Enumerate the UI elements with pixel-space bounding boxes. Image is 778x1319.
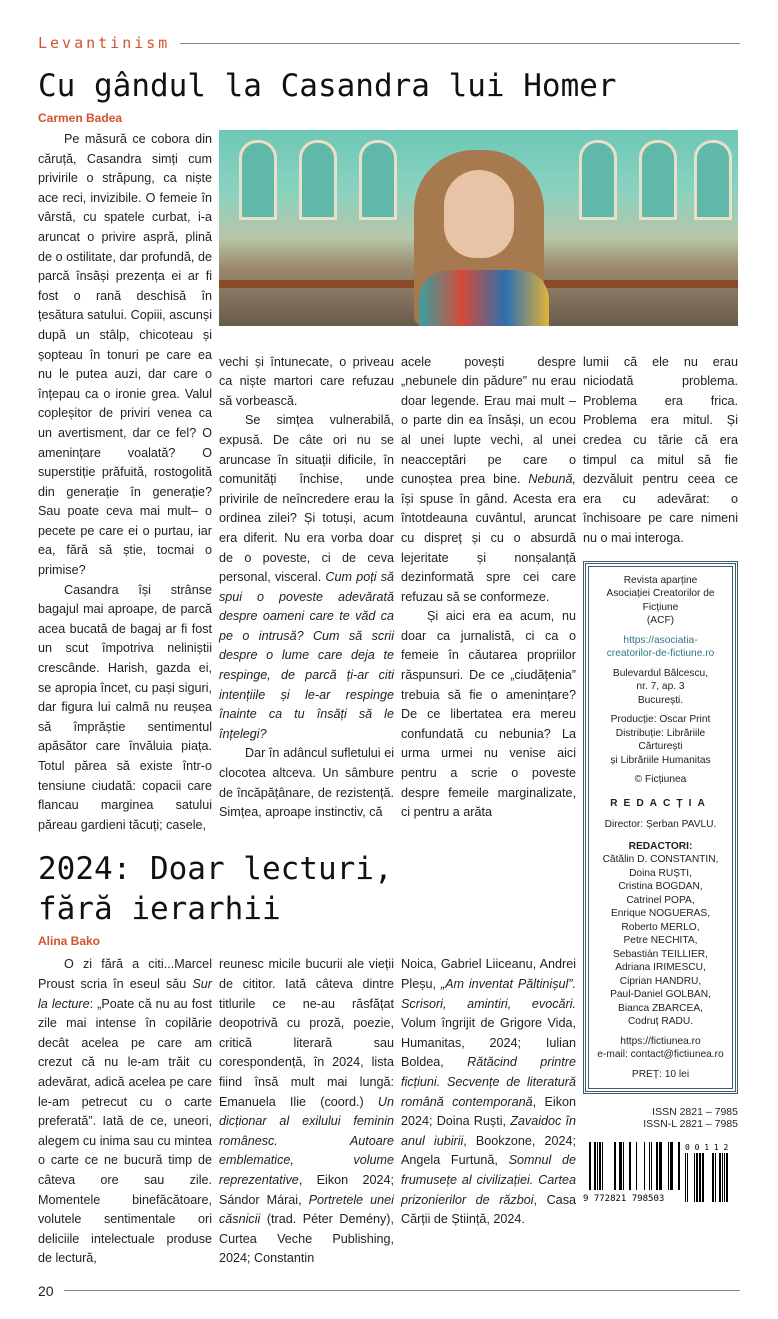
italic-text: Somnul de frumusețe al civilizației. Cartea prizonierilor de război: [401, 1153, 576, 1207]
price: PREȚ: 10 lei: [631, 1068, 690, 1080]
article1-column-2: [219, 353, 394, 823]
text: Pe măsură ce cobora din căruță, Casandra simți cum privirile o străpung, ca niște ace reci, invizibile. O femeie în vârstă, cu spatele curbat, i-a aruncat o privire aspră, plină de o ostilitate, dar profundă, de parcă însăși prezența ei ar fi fost o rană deschisă în țesătura satului. Copiii, ascunși după un stâlp, chicoteau și șopteau în tonuri pe care ea nu le putea auzi, dar care o înțepau ca o ironie grea. Valul copleșitor de priviri venea ca un avertisment, dar ce fel? O amenințare voalată? O superstiție prăfuită, rostogolită din generație în generație? Sau poate ceva mai mult– o pecete pe care ei o purtau, iar ea, fără să știe, tocmai o primise?: [38, 132, 212, 578]
line: Distribuție: Librăriile Cărturești: [615, 727, 706, 752]
editors-list: [594, 853, 727, 1029]
paragraph: [219, 411, 394, 744]
barcode-bar: [670, 1142, 673, 1190]
text: Noica, Gabriel Liiceanu, Andrei Pleșu,: [401, 957, 576, 991]
italic-text: „Am inventat Păltinișul”. Scrisori, amintiri, evocări.: [401, 976, 576, 1011]
line: creatorilor-de-fictiune.ro: [606, 648, 715, 659]
italic-text: Zavaidoc în anul iubirii: [401, 1114, 577, 1148]
paragraph: [401, 955, 576, 1229]
italic-text: Portretele unei căsnicii: [219, 1192, 394, 1227]
line: nr. 7, ap. 3: [636, 681, 685, 692]
article2-title-line2: fără ierarhii: [38, 891, 281, 928]
barcode-bar: [699, 1153, 701, 1202]
italic-text: Un dicționar al exilului feminin românesc. Autoare emblematice, volume reprezentative: [219, 1094, 394, 1187]
page-number: 20: [38, 1282, 54, 1299]
text: vechi și întunecate, o priveau ca niște martori care refuzau să vorbească.: [219, 354, 394, 408]
article2-columns: [38, 955, 576, 1269]
barcode-bar: [687, 1153, 688, 1202]
issn-block: [583, 1106, 738, 1130]
barcode-bar: [712, 1153, 714, 1202]
association-link[interactable]: [594, 634, 727, 661]
barcode-bar: [651, 1142, 652, 1190]
line: Asociației Creatorilor de Ficțiune: [606, 588, 715, 613]
paragraph: [583, 353, 738, 549]
barcode-bar: [702, 1153, 704, 1202]
barcode-bar: [649, 1142, 650, 1190]
director: Director: Șerban PAVLU.: [604, 819, 717, 830]
article1-column-3: [401, 353, 576, 823]
sidebar-column: [583, 353, 738, 1202]
text: Și aici era ea acum, nu doar ca jurnalistă, ci ca o femeie în căutarea propriilor răspunsuri. De ce „ciudățenia” trebuia să fie o amenințare? De ce libertatea era mereu confundată cu nebunia? La urma urmei nu venise aici pentru a scrie o poveste despre femeile marginalizate, ci pentru a arăta: [401, 609, 576, 820]
text: Casandra își strânse bagajul mai aproape, de parcă acea bucată de bagaj ar fi fost un scut împotriva neliniștii crescânde. Harish, gazda ei, se apropia încet, cu pași siguri, dar figura lui calmă nu reușea să împrăștie sentimentul apăsător care învăluia piața. Totul părea să existe într-o tensiune ciudată: copacii care flancau marginea satului păreau gardieni tăcuți; casele,: [38, 582, 212, 832]
barcode-number: 9 772821 798503: [583, 1194, 665, 1202]
paragraph: [219, 744, 394, 822]
page-footer: [38, 1283, 740, 1299]
article-photo: [219, 130, 738, 326]
line: și Librăriile Humanitas: [610, 754, 711, 766]
barcode-bar: [629, 1142, 631, 1190]
barcode-bar: [636, 1142, 637, 1190]
text: își spuse în gând. Acesta era întotdeauna cuvântul, aruncat cu dispreț și cu o absurdă lejeritate și nonșalanță dezinformată spre cei care refuzau să se conformeze.: [401, 491, 576, 604]
address: [594, 667, 727, 708]
article2-column-1: [38, 955, 212, 1269]
barcode-bar: [719, 1153, 721, 1202]
text: : „Poate că nu au fost zile mai intense în copilărie decât acelea pe care am crezut că nu le-am trăit cu adevărat, adică acelea pe care le-am petrecut cu o carte preferată”. Iată de ce, uneori, alegem cu inima sau cu mintea o carte ce ne bucură timp de câteva ore sau zile. Momentele binefăcătoare, volutele sentimentale ori deliciile intelectuale produse de lectură,: [38, 996, 212, 1266]
line: Codruț RADU.: [627, 1016, 694, 1027]
barcode-bar: [694, 1153, 695, 1202]
barcode-bar: [678, 1142, 680, 1190]
text: , Eikon 2024; Sándor Márai,: [219, 1172, 394, 1207]
owner: [594, 574, 727, 628]
line: Bianca ZBARCEA,: [618, 1002, 703, 1014]
paragraph: [401, 607, 576, 823]
barcode-bar: [668, 1142, 669, 1190]
barcode-bar: [715, 1153, 716, 1202]
line: (ACF): [646, 615, 675, 626]
barcode-bar: [623, 1142, 624, 1190]
text: (trad. Péter Demény), Curtea Veche Publishing, 2024; Constantin: [219, 1212, 394, 1266]
text: O zi fără a citi...Marcel Proust scria în eseul său: [38, 957, 212, 991]
text: lumii că ele nu erau niciodată problema. Problema era frica. Problema era mitul. Și credea cu tărie că era timpul ca mitul să fie dezvăluit pentru ceea ce era cu adevărat: o închisoare pe care nimeni nu o mai interoga.: [583, 354, 738, 545]
barcode-bar: [594, 1142, 596, 1190]
line: Sebastián TEILLIER,: [613, 948, 708, 960]
line: Catrinel POPA,: [626, 894, 695, 906]
article-grid: [38, 130, 740, 1269]
text: , Eikon 2024; Doina Ruști,: [401, 1094, 576, 1129]
production: [594, 713, 727, 767]
article1-column-4: [583, 353, 738, 549]
text: Dar în adâncul sufletului ei clocotea altceva. Un sâmbure de încăpățânare, de rezistență. Simțea, aproape instinctiv, că: [219, 746, 394, 820]
barcode-bar: [614, 1142, 616, 1190]
issn: ISSN 2821 – 7985: [652, 1106, 738, 1118]
text: , Bookzone, 2024; Angela Furtună,: [401, 1133, 576, 1168]
issn-l: ISSN-L 2821 – 7985: [643, 1118, 738, 1130]
paragraph: [219, 353, 394, 412]
article2-author: Alina Bako: [38, 934, 101, 949]
editors-heading: REDACTORI:: [628, 840, 693, 852]
italic-text: Nebună,: [528, 472, 576, 487]
line: Petre NECHITA,: [623, 935, 698, 946]
paragraph: [38, 581, 212, 836]
line: Doina RUȘTI,: [629, 867, 692, 879]
line: București.: [637, 694, 684, 706]
italic-text: Rătăcind printre ficțiuni. Secvențe de literatură română contemporană: [401, 1055, 576, 1109]
paragraph: [38, 130, 212, 581]
line: https://asociatia-: [623, 634, 698, 646]
barcode-bar: [619, 1142, 622, 1190]
article2-title-line1: 2024: Doar lecturi,: [38, 851, 393, 888]
barcode: [583, 1142, 731, 1202]
barcode-bar: [659, 1142, 662, 1190]
article2-column-2: [219, 955, 394, 1269]
paragraph: [219, 955, 394, 1269]
italic-text: Sur la lecture: [38, 976, 212, 1011]
article2-column-3: [401, 955, 576, 1229]
barcode-bar: [685, 1153, 686, 1202]
barcode-bar: [589, 1142, 591, 1190]
barcode-bar: [597, 1142, 598, 1190]
redactia-heading: REDACȚIA: [610, 797, 711, 809]
line: Roberto MERLO,: [621, 921, 700, 933]
barcode-bar: [724, 1153, 725, 1202]
barcode-bar: [722, 1153, 723, 1202]
line: Producție: Oscar Print: [610, 714, 711, 725]
article1-column-1: [38, 130, 212, 835]
barcode-bar: [602, 1142, 603, 1190]
line: Paul-Daniel GOLBAN,: [610, 989, 711, 1000]
email-link[interactable]: e-mail: contact@fictiunea.ro: [597, 1049, 724, 1060]
article2: [38, 849, 576, 1269]
barcode-bar: [696, 1153, 698, 1202]
section-header: [38, 34, 740, 52]
text: Volum îngrijit de Grigore Vida, Humanitas, 2024; Iulian Boldea,: [401, 1016, 576, 1070]
line: Adriana IRIMESCU,: [615, 962, 706, 973]
text: Se simțea vulnerabilă, expusă. De câte ori nu se aruncase în situații dificile, în comunități închise, unde privirile de neîncredere erau la ordinea zilei? Și totuși, acum era diferit. Nu era vorba doar de o poveste, ci de ceva personal, visceral.: [219, 413, 394, 585]
site-link[interactable]: https://fictiunea.ro: [620, 1035, 701, 1047]
barcode-bar: [656, 1142, 658, 1190]
masthead-box: [583, 561, 738, 1095]
text: , Casa Cărții de Știință, 2024.: [401, 1192, 576, 1227]
barcode-addon: 0 0 1 1 2: [685, 1143, 729, 1152]
italic-text: Cum poți să spui o poveste adevărată despre oameni care te văd ca pe o intrusă? Cum să scrii despre o lume care deja te respinge, de parcă ți-ar citi intențiile și le-ar respinge înainte ca tu însăți să le înțelegi?: [219, 570, 394, 741]
barcode-bar: [644, 1142, 645, 1190]
footer-divider: [64, 1290, 740, 1291]
copyright: © Ficțiunea: [634, 774, 687, 785]
paragraph: [401, 353, 576, 608]
paragraph: [38, 955, 212, 1269]
article-title: Cu gândul la Casandra lui Homer: [38, 68, 617, 104]
line: Enrique NOGUERAS,: [610, 908, 711, 919]
section-label: Levantinism: [38, 34, 171, 52]
line: Ciprian HANDRU,: [619, 975, 702, 987]
section-divider: [180, 43, 740, 44]
barcode-bar: [599, 1142, 601, 1190]
article-author: Carmen Badea: [38, 111, 123, 125]
line: Cătălin D. CONSTANTIN,: [602, 854, 719, 865]
line: Bulevardul Bălcescu,: [612, 667, 709, 679]
line: Cristina BOGDAN,: [618, 881, 703, 892]
text: reunesc micile bucurii ale vieții de cititor. Iată câteva dintre titlurile ce ne-au răsfățat deopotrivă cu proză, poezie, critică literară sau corespondență, în 2024, lista fiind însă mult mai lungă: Emanuela Ilie (coord.): [219, 957, 394, 1109]
barcode-bar: [726, 1153, 728, 1202]
line: Revista aparține: [623, 574, 698, 586]
text: acele povești despre „nebunele din pădure” nu erau doar legende. Erau mai mult – o parte din ea însăși, un ecou al unei lupte vechi, al unei neacceptări pe care o cunoștea prea bine.: [401, 354, 576, 487]
